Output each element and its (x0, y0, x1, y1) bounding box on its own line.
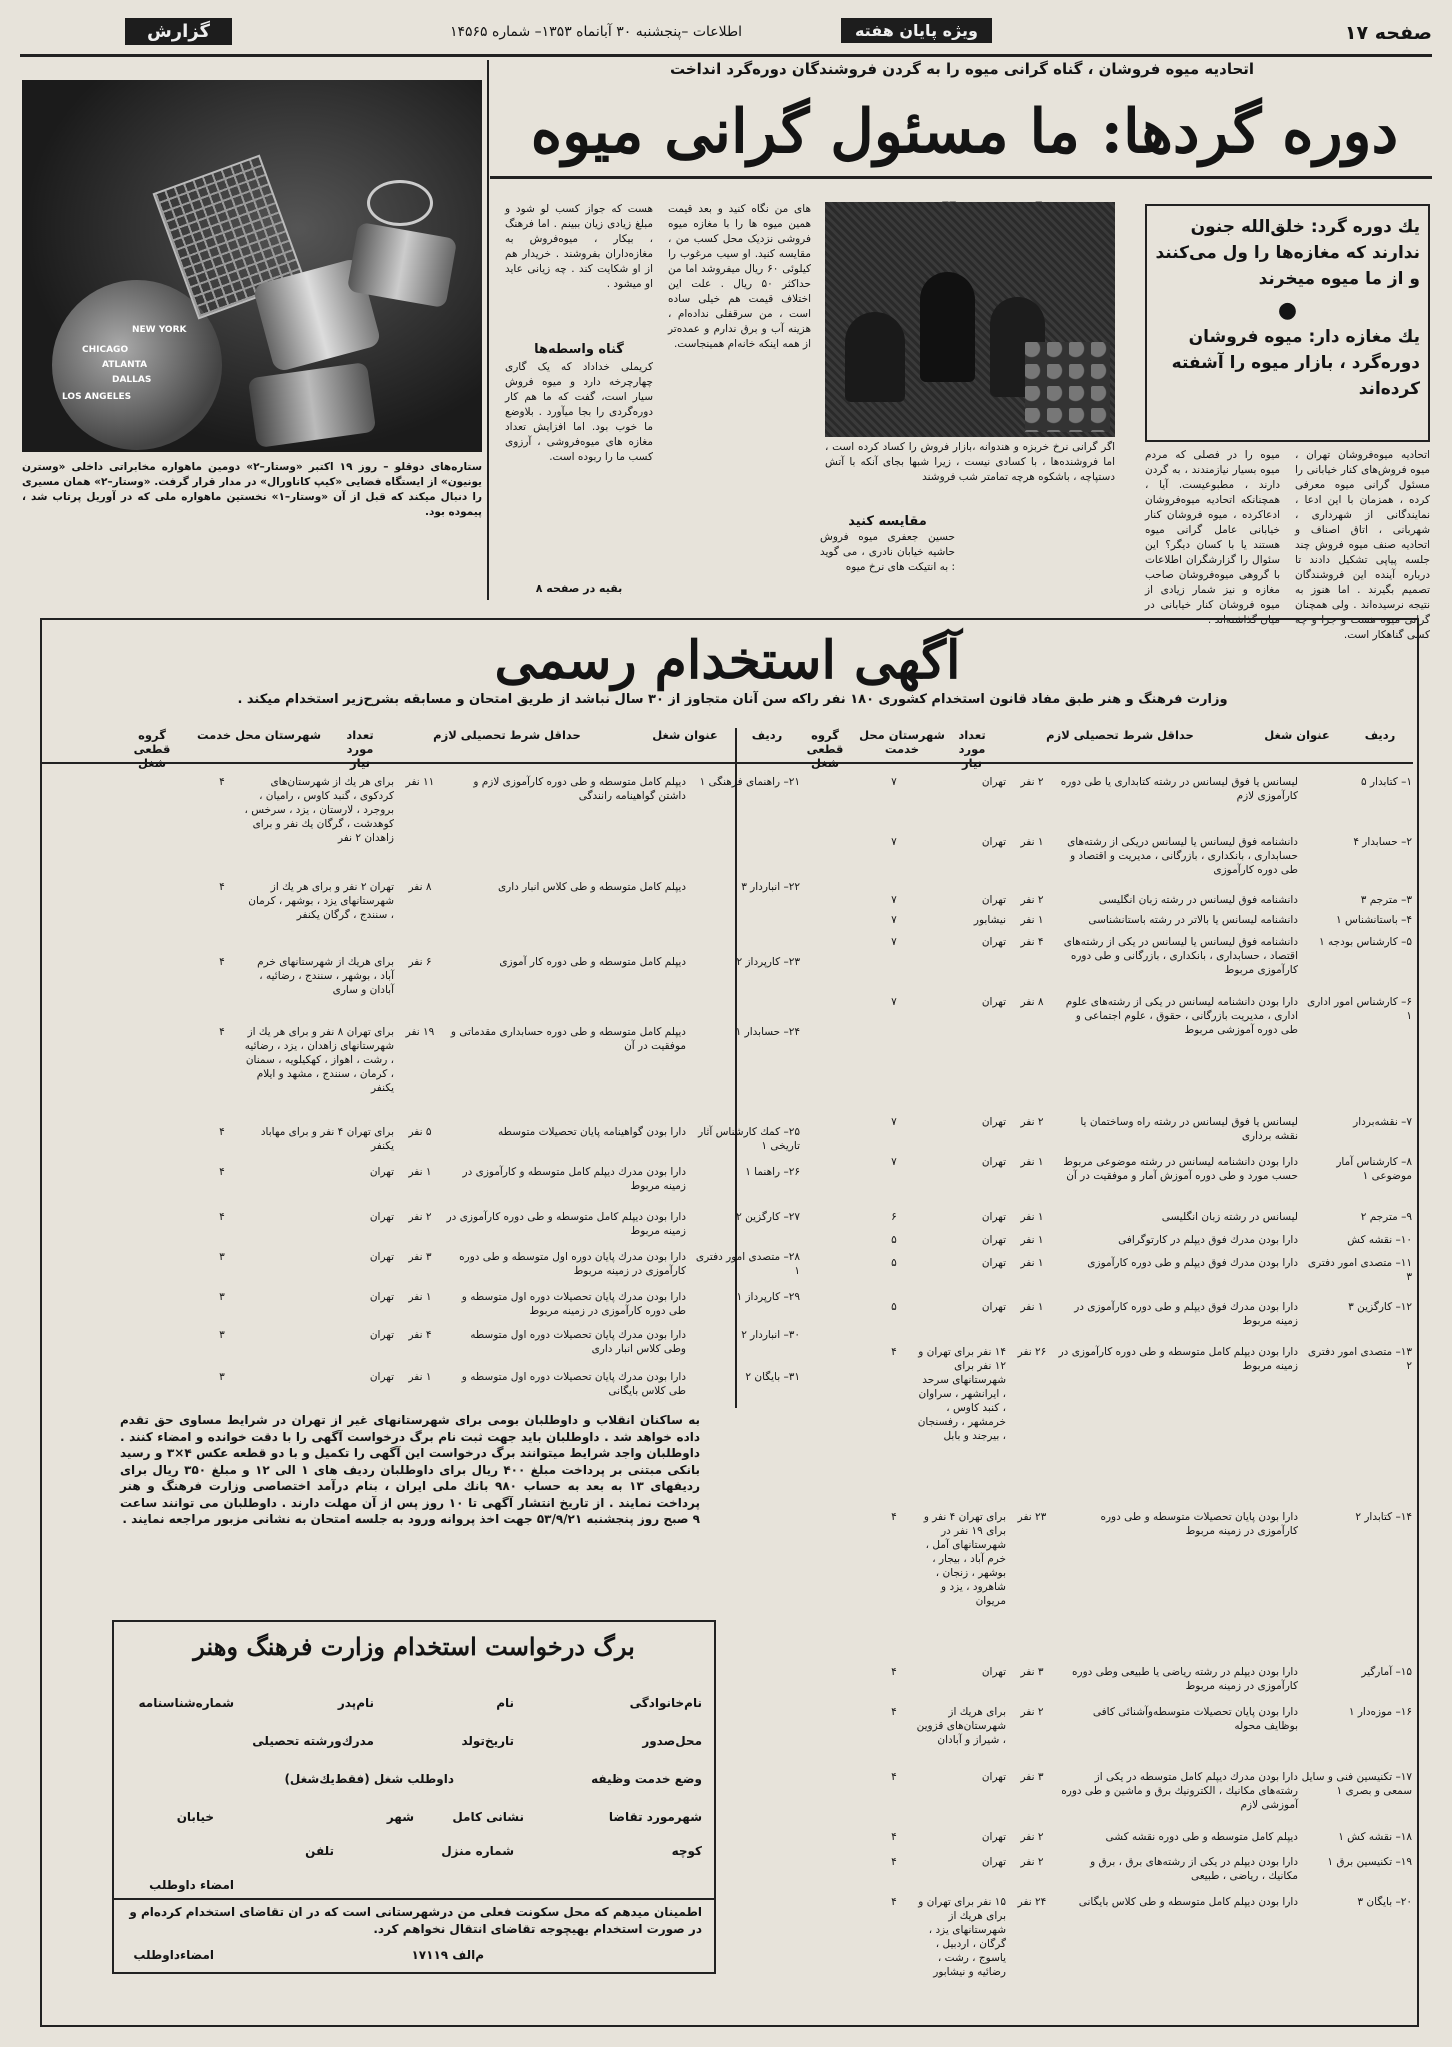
education-cell: دارا بودن دیپلم در یکی از رشته‌های برق ، برق و مکانیك ، ریاضی ، طبیعی (1090, 1856, 1298, 1882)
map-label: LOS ANGELES (62, 392, 132, 402)
education-cell: دارا بودن مدرك پایان دوره اول متوسطه و طی دوره کارآموزی در زمینه مربوط (459, 1251, 686, 1277)
field-issue-place[interactable]: محل‌صدور (642, 1734, 702, 1748)
field-requested-city[interactable]: شهرمورد تقاضا (608, 1810, 702, 1824)
education-cell: دیپلم کامل متوسطه و طی دوره حسابداری مقدماتی و موفقیت در آن (450, 1026, 686, 1052)
education-cell: دیپلم کامل متوسطه و طی دوره نقشه کشی (1105, 1831, 1298, 1843)
education-cell: دارا بودن دیپلم کامل متوسطه و طی دوره کارآموزی در زمینه مربوط (446, 1211, 686, 1237)
quantity-cell: ۶ نفر (408, 956, 432, 968)
field-street[interactable]: خیابان (176, 1810, 214, 1824)
field-signature[interactable]: امضاء داوطلب (149, 1878, 234, 1892)
quantity-cell: ۳ نفر (1020, 1771, 1044, 1783)
city-cell: تهران (981, 936, 1006, 948)
city-cell: برای تهران ۸ نفر و برای هر یك از شهرستانهای زاهدان ، یزد ، رضائیه ، رشت ، اهواز ، کهکیلویه ، سمنان ، کرمان ، سنندج ، مشهد و ایلام یکنفر (244, 1026, 394, 1094)
job-title-cell: ۱۱– متصدی امور دفتری ۳ (1307, 1257, 1412, 1283)
field-name[interactable]: نام (496, 1696, 514, 1710)
quantity-cell: ۲ نفر (1020, 1116, 1044, 1128)
table-row (802, 775, 1412, 835)
form-title: برگ درخواست استخدام وزارت فرهنگ وهنر (193, 1632, 635, 1661)
education-cell: دارا بودن مدرك فوق دیپلم در کارتوگرافی (1118, 1234, 1298, 1246)
group-cell: ۴ (891, 1856, 897, 1868)
group-cell: ۴ (891, 1511, 897, 1523)
city-cell: تهران (369, 1251, 394, 1263)
quantity-cell: ۲ نفر (408, 1211, 432, 1223)
city-cell: تهران (981, 894, 1006, 906)
group-cell: ۴ (219, 1166, 225, 1178)
col-header-edu: حداقل شرط تحصیلی لازم (1046, 728, 1194, 742)
table-row (802, 1705, 1412, 1765)
job-title-cell: ۲۵– کمك کارشناس آثار تاریخی ۱ (698, 1126, 800, 1152)
quote-peddler: یك دوره گرد: خلق‌الله جنون ندارند که مغازه‌ها را ول می‌کنند و از ما میوه میخرند (1155, 217, 1420, 289)
job-title-cell: ۳۰– انباردار ۲ (741, 1329, 800, 1341)
quantity-cell: ۲ نفر (1020, 1856, 1044, 1868)
article-column-4: هست که جواز کسب لو شود و مبلغ زیادی زیان ببینم . اما فرهنگ ، بیکار ، میوه‌فروش به مغازه‌داران بفروشند . خریدار هم از او شکایت کند . چه زیانی عاید او میشود . (505, 203, 653, 290)
field-alley[interactable]: کوچه (671, 1844, 702, 1858)
quantity-cell: ۱ نفر (408, 1166, 432, 1178)
group-cell: ۴ (219, 881, 225, 893)
city-cell: برای تهران ۴ نفر و برای ۱۹ نفر در شهرستانهای آمل ، خرم آباد ، بیجار ، بوشهر ، زنجان ، شاهرود ، یزد و مریوان (923, 1511, 1006, 1607)
quantity-cell: ۱ نفر (1020, 1234, 1044, 1246)
job-title-cell: ۲۲– انباردار ۳ (741, 881, 800, 893)
table-row (802, 935, 1412, 995)
map-label: CHICAGO (82, 345, 129, 355)
city-cell: تهران (981, 1301, 1006, 1313)
satellite-caption: ستاره‌های دوقلو – روز ۱۹ اکتبر «وستار–۲» دومین ماهواره مخابراتی داخلی «وسترن یونیون» از ایستگاه فضایی «کیپ کاناورال» در مدار قرار گرفت. «وستار–۲» همان مسیری را دنبال میکند که قبل از آن «وستار–۱» نخستین ماهواره ملی که در آوریل پرتاب شد ، پیموده بود. (22, 461, 483, 518)
group-cell: ۷ (891, 914, 897, 926)
quantity-cell: ۱ نفر (1020, 1301, 1044, 1313)
education-cell: دارا بودن دیپلم در رشته ریاضی یا طبیعی وطی دوره کارآموزی در زمینه مربوط (1072, 1666, 1298, 1692)
job-title-cell: ۸– کارشناس آمار موضوعی ۱ (1336, 1156, 1412, 1182)
group-cell: ۴ (219, 1026, 225, 1038)
header-rule (20, 54, 1432, 57)
quantity-cell: ۲ نفر (1020, 776, 1044, 788)
city-cell: تهران (981, 1831, 1006, 1843)
quantity-cell: ۸ نفر (408, 881, 432, 893)
city-cell: تهران (981, 1771, 1006, 1783)
person-figure (845, 312, 905, 402)
field-father-name[interactable]: نام‌پدر (337, 1696, 374, 1710)
education-cell: لیسانس یا فوق لیسانس در رشته کتابداری یا طی دوره کارآموزی لازم (1060, 776, 1298, 802)
continued-note: بقیه در صفحه ۸ (535, 582, 623, 595)
city-cell: نیشابور (973, 914, 1006, 926)
city-cell: تهران (369, 1329, 394, 1341)
job-title-cell: ۲۳– کارپرداز ۲ (736, 956, 800, 968)
satellite-image (22, 80, 482, 452)
field-town[interactable]: شهر (386, 1810, 414, 1824)
form-ref: م‌الف ۱۷۱۱۹ (411, 1948, 484, 1962)
map-label: NEW YORK (132, 325, 187, 335)
education-cell: دیپلم کامل متوسطه و طی دوره کارآموزی لازم و داشتن گواهینامه رانندگی (473, 776, 686, 802)
group-cell: ۳ (219, 1251, 225, 1263)
article-column-2: میوه را در فصلی که مردم میوه بسیار نیازمندند ، به گردن دارند ، مطبوعیست. آیا ، همچنانکه اتحادیه میوه‌فروشان ادعاکرده ، میوه فروشان کنار خیابانی عامل گرانی میوه هستند یا با کسان دیگر؟ این سئوال را گزارشگران اطلاعات با گروهی میوه‌فروشان صاحب مغازه و نیز شمار زیادی از میوه فروشان کنار خیابانی در میان گذاشته‌اند . (1145, 449, 1280, 626)
job-title-cell: ۲۸– متصدی امور دفتری ۱ (695, 1251, 800, 1277)
group-cell: ۵ (891, 1257, 897, 1269)
job-title-cell: ۱۳– متصدی امور دفتری ۲ (1307, 1346, 1412, 1372)
city-cell: تهران (369, 1211, 394, 1223)
col-header-city: شهرستان محل خدمت (196, 728, 322, 742)
city-cell: تهران (981, 1234, 1006, 1246)
col-header-qty: تعداد مورد (958, 728, 986, 756)
table-row (802, 1155, 1412, 1215)
headline-rule (490, 176, 1432, 179)
job-title-cell: ۲۶– راهنما ۱ (745, 1166, 800, 1178)
job-title-cell: ۲۰– بایگان ۳ (1357, 1896, 1412, 1908)
field-full-address[interactable]: نشانی کامل (452, 1810, 524, 1824)
field-family-name[interactable]: نام‌خانوادگی (629, 1696, 702, 1710)
table-row (190, 1025, 800, 1094)
table-row (802, 835, 1412, 895)
table-row (190, 880, 800, 940)
education-cell: لیسانس در رشته زبان انگلیسی (1161, 1211, 1298, 1223)
city-cell: تهران (981, 1211, 1006, 1223)
quantity-cell: ۱ نفر (408, 1291, 432, 1303)
col-header-title: عنوان شغل (1264, 728, 1330, 742)
group-cell: ۴ (891, 1896, 897, 1908)
quantity-cell: ۱۹ نفر (405, 1026, 435, 1038)
job-title-cell: ۴– باستانشناس ۱ (1336, 914, 1412, 926)
group-cell: ۴ (219, 1126, 225, 1138)
city-cell: تهران (981, 1257, 1006, 1269)
antenna-dish-icon (367, 180, 433, 226)
quantity-cell: ۴ نفر (1020, 936, 1044, 948)
group-cell: ۷ (891, 836, 897, 848)
job-title-cell: ۱۴– کتابدار ۲ (1355, 1511, 1412, 1523)
form-divider (114, 1898, 714, 1900)
dateline: اطلاعات –پنجشنبه ۳۰ آبانماه ۱۳۵۳– شماره ۱۴۵۶۵ (449, 24, 742, 40)
job-title-cell: ۱۲– کارگزین ۳ (1348, 1301, 1412, 1313)
education-cell: دارا بودن دیپلم کامل متوسطه و طی دوره کارآموزی در زمینه مربوط (1058, 1346, 1298, 1372)
job-title-cell: ۶– کارشناس امور اداری ۱ (1307, 996, 1412, 1022)
col-header-edu: حداقل شرط تحصیلی لازم (433, 728, 581, 742)
education-cell: دارا بودن مدرك فوق دیپلم و طی دوره کارآموزی در زمینه مربوط (1074, 1301, 1298, 1327)
quantity-cell: ۲۳ نفر (1017, 1511, 1047, 1523)
col-header-qty: تعداد مورد (346, 728, 374, 756)
article-headline: دوره گردها: ما مسئول گرانی میوه (530, 97, 1399, 167)
city-cell: برای هریك از شهرستانهای خرم آباد ، بوشهر ، سنندج ، رضائیه ، آبادان و ساری (257, 956, 394, 996)
job-title-cell: ۱– کتابدار ۵ (1361, 776, 1412, 788)
group-cell: ۴ (219, 776, 225, 788)
job-title-cell: ۳۱– بایگان ۲ (745, 1371, 800, 1383)
education-cell: دارا بودن مدرك دیپلم کامل متوسطه در یکی از رشته‌های مکانیك ، الکترونیك برق و ماشین و طی دوره آموزشی لازم (1061, 1771, 1298, 1811)
job-title-cell: ۲۱– راهنمای فرهنگی ۱ (699, 776, 800, 788)
col-header-title: عنوان شغل (652, 728, 718, 742)
melon-pile (1025, 342, 1110, 432)
group-cell: ۴ (219, 1211, 225, 1223)
job-title-cell: ۱۸– نقشه کش ۱ (1338, 1831, 1412, 1843)
map-label: ATLANTA (102, 360, 148, 370)
satellite-icon (248, 362, 377, 448)
bullet-icon: ● (1277, 298, 1298, 323)
group-cell: ۵ (891, 1234, 897, 1246)
article-column-1: اتحادیه میوه‌فروشان تهران ، میوه فروش‌های کنار خیابانی را مسئول گرانی میوه معرفی کرده ، همزمان با این ادعا ، نمایندگانی از شهرداری ، شهربانی ، اتاق اصناف و اتحادیه صنف میوه فروش چند جلسه پیاپی تشکیل دادند تا درباره آینده این فروشندگان تصمیم بگیرند . اما هنوز به نتیجه نرسیده‌اند . ولی همچنان گرانی میوه هست و جرا و چه کسی گناهکار است. (1295, 449, 1430, 641)
city-cell: تهران ۲ نفر و برای هر یك از شهرستانهای یزد ، بوشهر ، کرمان ، سنندج ، گرگان یکنفر (248, 881, 394, 921)
person-figure (920, 272, 975, 382)
quantity-cell: ۴ نفر (408, 1329, 432, 1341)
education-cell: دارا بودن پایان تحصیلات متوسطه‌وآشنائی کافی بوظایف محوله (1092, 1706, 1298, 1732)
form-footer-signature: امضاءداوطلب (133, 1948, 214, 1962)
city-cell: تهران (981, 836, 1006, 848)
col-header-group: گروه قطعی (806, 728, 844, 756)
city-cell: برای تهران ۴ نفر و برای مهاباد یکنفر (260, 1126, 394, 1152)
ad-notice: به ساکنان انقلاب و داوطلبان بومی برای شهرستانهای غیر از تهران در شرایط مساوی حق تقدم داده خواهد شد . داوطلبان باید جهت ثبت نام برگ درخواست آگهی را با دقت خوانده و امضاء کنند . داوطلبان واجد شرایط میتوانند برگ درخواست این آگهی را تکمیل و با دو قطعه عکس ۴×۳ و رسید بانکی مبتنی بر پرداخت مبلغ ۴۰۰ ریال برای داوطلبان ردیف های ۱ الی ۱۲ و مبلغ ۳۵۰ ریال برای ردیفهای ۱۳ به بعد به حساب ۹۸۰ بانك ملی ایران ، بنام درآمد اختصاصی وزارت فرهنگ و هنر پرداخت نمایند . از تاریخ انتشار آگهی تا ۱۰ روز پس از آن مهلت دارند . داوطلبان می توانند ساعت ۹ صبح روز پنجشنبه ۵۳/۹/۲۱ جهت اخذ پروانه ورود به جلسه امتحان به نشانی مزبور مراجعه نمایند . (120, 1413, 701, 1526)
group-cell: ۳ (219, 1291, 225, 1303)
job-title-cell: ۲۹– کارپرداز ۱ (736, 1291, 800, 1303)
group-cell: ۴ (891, 1666, 897, 1678)
city-cell: ۱۴ نفر برای تهران و ۱۲ نفر برای شهرستانهای سرحد ، ایرانشهر ، سراوان ، کنبد کاوس ، خرمشهر ، رفسنجان ، بیرجند و بابل (917, 1346, 1006, 1442)
education-cell: دانشنامه لیسانس یا بالاتر در رشته باستانشناسی (1088, 914, 1298, 926)
group-cell: ۴ (891, 1831, 897, 1843)
table-row (802, 1510, 1412, 1607)
field-birth-date[interactable]: تاریخ‌تولد (461, 1734, 514, 1748)
field-phone[interactable]: تلفن (305, 1844, 334, 1858)
city-cell: تهران (981, 1156, 1006, 1168)
article-column-4b: کریملی خداداد که یک گاری چهارچرخه دارد و میوه فروش سیار است، گفت که ما هم کار دوره‌گردی را بجا میآورد . بلاوضع ما خوب بود. اما افزایش تعداد مغازه های میوه‌فروشی ، آرزوی کسب ما را ربوده است. (505, 361, 653, 463)
map-label: DALLAS (112, 375, 152, 385)
group-cell: ۷ (891, 1116, 897, 1128)
col-header-no: ردیف (751, 728, 783, 742)
quantity-cell: ۵ نفر (408, 1126, 432, 1138)
quantity-cell: ۱ نفر (408, 1371, 432, 1383)
col-header-no: ردیف (1364, 728, 1396, 742)
quantity-cell: ۲ نفر (1020, 1831, 1044, 1843)
group-cell: ۴ (891, 1346, 897, 1358)
education-cell: دانشنامه فوق لیسانس یا لیسانس دریکی از رشته‌های حسابداری ، بانکداری ، بازرگانی ، مدیریت و اقتصاد و طی دوره کارآموزی (1067, 836, 1298, 876)
field-education[interactable]: مدرك‌ورشته تحصیلی (252, 1734, 374, 1748)
job-title-cell: ۱۷– تکنیسین فنی و سایل سمعی و بصری ۱ (1301, 1771, 1412, 1797)
quote-box (1145, 204, 1430, 442)
quantity-cell: ۲ نفر (1020, 1706, 1044, 1718)
table-row (190, 775, 800, 844)
group-cell: ۴ (891, 1706, 897, 1718)
col-header-group: گروه قطعی (133, 728, 171, 756)
education-cell: دیپلم کامل متوسطه و طی دوره کار آموزی (499, 956, 686, 968)
page-header (20, 18, 1432, 52)
compare-heading: مقایسه کنید (848, 514, 927, 529)
education-cell: دارا بودن مدرك پایان تحصیلات دوره اول متوسطه وطی کلاس انبار داری (470, 1329, 686, 1355)
education-cell: دارا بودن دانشنامه لیسانس در رشته موضوعی مربوط حسب مورد و طی دوره آموزش آمار و موفقیت در آن (1063, 1156, 1298, 1182)
group-cell: ۷ (891, 936, 897, 948)
city-cell: برای هریك از شهرستان‌های قزوین ، شیراز و آبادان (916, 1706, 1006, 1746)
middleman-heading: گناه واسطه‌ها (534, 342, 624, 357)
education-cell: دارا بودن پایان تحصیلات متوسطه و طی دوره کارآموزی در زمینه مربوط (1100, 1511, 1298, 1537)
ad-title: آگهی استخدام رسمی (494, 630, 961, 691)
fruit-vendors-photo (825, 202, 1115, 437)
education-cell: دارا بودن گواهینامه پایان تحصیلات متوسطه (497, 1126, 686, 1138)
page-number: صفحه ۱۷ (1344, 22, 1432, 44)
quantity-cell: ۱ نفر (1020, 1257, 1044, 1269)
quantity-cell: ۳ نفر (1020, 1666, 1044, 1678)
quantity-cell: ۱ نفر (1020, 1156, 1044, 1168)
photo-caption: اگر گرانی نرخ خربزه و هندوانه ،بازار فروش را کساد کرده است ، اما فروشنده‌ها ، با کسادی نیست ، زیرا شبها بجای آنکه با آتش دستپاچه ، باشکوه هرچه تمامتر شب فروشند (825, 441, 1115, 483)
job-title-cell: ۲– حسابدار ۴ (1353, 836, 1412, 848)
education-cell: دارا بودن مدرك پایان تحصیلات دوره اول متوسطه و طی دوره کارآموزی در زمینه مربوط (461, 1291, 686, 1317)
city-cell: ۱۵ نفر برای تهران و برای هریك از شهرستانهای یزد ، گرگان ، اردبیل ، یاسوج ، رشت ، رضائیه و نیشابور (918, 1896, 1006, 1978)
job-title-cell: ۷– نقشه‌بردار (1353, 1116, 1412, 1128)
article-kicker: اتحادیه میوه فروشان ، گناه گرانی میوه را به گردن فروشندگان دوره‌گرد انداخت (669, 60, 1255, 78)
city-cell: تهران (981, 1666, 1006, 1678)
field-id-number[interactable]: شماره‌شناسنامه (138, 1696, 234, 1710)
table-row (802, 995, 1412, 1055)
column-divider (487, 60, 489, 600)
group-cell: ۵ (891, 1301, 897, 1313)
education-cell: دارا بودن مدرك پایان تحصیلات دوره اول متوسطه و طی کلاس بایگانی (461, 1371, 686, 1397)
city-cell: تهران (369, 1371, 394, 1383)
compare-text: حسین جعفری میوه فروش حاشیه خیابان نادری ، می گوید : به انتیکت های نرخ میوه (820, 531, 955, 573)
group-cell: ۷ (891, 894, 897, 906)
city-cell: تهران (981, 776, 1006, 788)
section-badge: ویژه پایان هفته (841, 18, 992, 43)
table-row (190, 955, 800, 1015)
quantity-cell: ۱ نفر (1020, 1211, 1044, 1223)
job-title-cell: ۱۵– آمارگیر (1361, 1666, 1412, 1678)
col-header-city: شهرستان محل خدمت (859, 728, 945, 756)
field-job-applied[interactable]: داوطلب شغل (فقط‌یك‌شغل) (284, 1772, 454, 1786)
group-cell: ۴ (891, 1771, 897, 1783)
education-cell: دانشنامه فوق لیسانس در رشته زبان انگلیسی (1098, 894, 1298, 906)
job-title-cell: ۱۶– موزه‌دار ۱ (1348, 1706, 1412, 1718)
group-cell: ۳ (219, 1371, 225, 1383)
education-cell: دارا بودن دیپلم کامل متوسطه و طی کلاس بایگانی (1078, 1896, 1298, 1908)
report-badge: گزارش (125, 18, 232, 45)
job-title-cell: ۱۰– نقشه کش (1347, 1234, 1412, 1246)
education-cell: لیسانس یا فوق لیسانس در رشته راه وساختمان یا نقشه برداری (1080, 1116, 1298, 1142)
quantity-cell: ۲۴ نفر (1017, 1896, 1047, 1908)
education-cell: دارا بودن مدرك دیپلم کامل متوسطه و کارآموزی در زمینه مربوط (462, 1166, 686, 1192)
city-cell: تهران (981, 996, 1006, 1008)
quantity-cell: ۱ نفر (1020, 836, 1044, 848)
city-cell: تهران (369, 1291, 394, 1303)
city-cell: تهران (981, 1116, 1006, 1128)
group-cell: ۳ (219, 1329, 225, 1341)
field-house-number[interactable]: شماره منزل (441, 1844, 514, 1858)
table-header-rule (42, 762, 1413, 764)
quantity-cell: ۳ نفر (408, 1251, 432, 1263)
job-title-cell: ۹– مترجم ۲ (1360, 1211, 1412, 1223)
job-title-cell: ۳– مترجم ۳ (1360, 894, 1412, 906)
job-title-cell: ۲۷– کارگزین ۲ (736, 1211, 800, 1223)
ad-intro: وزارت فرهنگ و هنر طبق مفاد قانون استخدام کشوری ۱۸۰ نفر راکه سن آنان متجاوز از ۳۰ سال نباشد از طریق امتحان و مسابقه بشرح‌زیر استخدام میکند . (237, 692, 1228, 707)
table-row (802, 1345, 1412, 1442)
education-cell: دارا بودن دانشنامه لیسانس در یکی از رشته‌های علوم اداری ، مدیریت بازرگانی ، حقوق ، علوم اجتماعی و طی دوره آموزشی مربوط (1065, 996, 1298, 1036)
quantity-cell: ۱۱ نفر (405, 776, 435, 788)
group-cell: ۷ (891, 996, 897, 1008)
article-column-3: های من نگاه کنید و بعد قیمت همین میوه ها را با مغازه میوه فروشی نزدیک محل کسب من ، مقایسه کنید. او سیب مرغوب را کیلوئی ۶۰ ریال میفروشد اما من حداکثر ۵۰ ریال . علت این اختلاف قیمت هم خیلی ساده است ، من سرقفلی نداده‌ام ، هزینه آب و برق ندارم و عمده‌تر از همه اینکه خانه‌ام همینجاست. (668, 203, 811, 350)
job-title-cell: ۱۹– تکنیسین برق ۱ (1327, 1856, 1412, 1868)
education-cell: دارا بودن مدرك فوق دیپلم و طی دوره کارآموزی (1087, 1257, 1298, 1269)
education-cell: دانشنامه فوق لیسانس یا لیسانس در یکی از رشته‌های اقتصاد ، حسابداری ، بانکداری ، بازرگانی و طی دوره کارآموزی مربوط (1063, 936, 1298, 976)
city-cell: تهران (369, 1166, 394, 1178)
form-declaration: اطمینان میدهم که محل سکونت فعلی من درشهرستانی است که در ان تقاضای استخدام کرده‌ام و در صورت استخدام بهیچوجه تقاضای انتقال نخواهم کرد. (129, 1905, 702, 1936)
city-cell: تهران (981, 1856, 1006, 1868)
city-cell: برای هر یك از شهرستان‌های کردکوی ، گنبد کاوس ، رامیان ، بروجرد ، لارستان ، یزد ، سرخس ، کوهدشت ، گرگان یك نفر و برای زاهدان ۲ نفر (244, 776, 394, 844)
education-cell: دیپلم کامل متوسطه و طی کلاس انبار داری (497, 881, 686, 893)
application-form (112, 1620, 716, 1974)
quantity-cell: ۸ نفر (1020, 996, 1044, 1008)
table-row (802, 1770, 1412, 1830)
quote-shopkeeper: یك مغازه دار: میوه فروشان دوره‌گرد ، بازار میوه را آشفته کرده‌اند (1171, 327, 1420, 399)
group-cell: ۷ (891, 1156, 897, 1168)
group-cell: ۶ (891, 1211, 897, 1223)
quantity-cell: ۲۶ نفر (1017, 1346, 1047, 1358)
field-military-service[interactable]: وضع خدمت وظیفه (591, 1772, 702, 1786)
job-title-cell: ۲۴– حسابدار ۱ (735, 1026, 800, 1038)
job-title-cell: ۵– کارشناس بودجه ۱ (1319, 936, 1412, 948)
quantity-cell: ۲ نفر (1020, 894, 1044, 906)
quantity-cell: ۱ نفر (1020, 914, 1044, 926)
table-row (802, 1895, 1412, 1978)
group-cell: ۷ (891, 776, 897, 788)
group-cell: ۴ (219, 956, 225, 968)
